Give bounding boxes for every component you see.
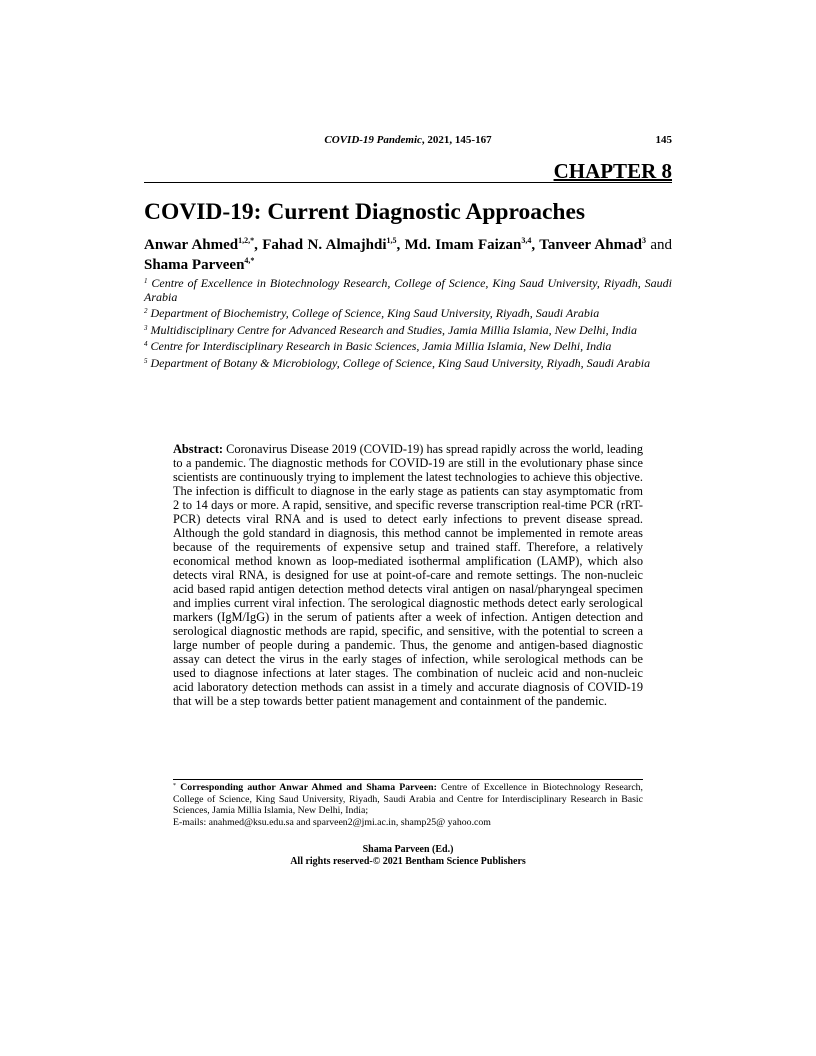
author-list <box>144 235 672 275</box>
journal-title: COVID-19 Pandemic <box>324 134 422 146</box>
affiliation-item <box>144 307 672 321</box>
affiliation-text: Centre for Interdisciplinary Research in Basic Sciences, Jamia Millia Islamia, New Delhi, India <box>150 339 612 353</box>
author-separator: and <box>645 237 672 253</box>
abstract-label: Abstract: <box>173 442 224 456</box>
footnote-marker: * <box>173 783 176 789</box>
page-number: 145 <box>655 134 672 146</box>
citation-details: , 2021, 145-167 <box>421 134 492 146</box>
affiliation-text: Multidisciplinary Centre for Advanced Research and Studies, Jamia Millia Islamia, New Delhi, India <box>150 322 637 337</box>
running-head <box>144 132 672 148</box>
affiliation-item <box>144 357 672 371</box>
author-separator: , <box>396 237 405 253</box>
editor-line: Shama Parveen (Ed.) <box>362 844 454 855</box>
affiliation-text: Department of Botany & Microbiology, College of Science, King Saud University, Riyadh, Saudi Arabia <box>150 355 651 370</box>
author-name: Md. Imam Faizan <box>404 237 522 253</box>
abstract-text: Coronavirus Disease 2019 (COVID-19) has spread rapidly across the world, leading to a pandemic. The diagnostic methods for COVID-19 are still in the evolutionary phase since scientists are continuously trying to implement the latest technologies to achieve this objective. The infection is difficult to diagnose in the early stage as patients can stay asymptomatic from 2 to 14 days or more. A rapid, sensitive, and specific reverse transcription real-time PCR (rRT-PCR) detects viral RNA and is used to detect early infections to prevent disease spread. Although the gold standard in diagnosis, this method cannot be implemented in remote areas because of the requirements of expensive setup and trained staff. Therefore, a relatively economical method known as loop-mediated isothermal amplification (LAMP), which also detects viral RNA, is designed for use at point-of-care and remote settings. The non-nucleic acid based rapid antigen detection method detects viral antigen on nasal/pharyngeal specimen and implies current viral infection. The serological diagnostic methods detect early serological markers (IgM/IgG) in the serum of patients after a week of infection. Antigen detection and serological diagnostic methods are rapid, specific, and sensitive, with the potential to screen a large number of people during a pandemic. Thus, the genome and antigen-based diagnostic assay can detect the virus in the early stages of infection, while serological methods can be used to diagnose infections at later stages. The combination of nucleic acid and non-nucleic acid laboratory detection methods can assist in a timely and accurate diagnosis of COVID-19 that will be a step towards better patient management and containment of the pandemic. <box>173 442 643 708</box>
footnote-emails: E-mails: anahmed@ksu.edu.sa and sparveen2@jmi.ac.in, shamp25@ yahoo.com <box>173 816 491 828</box>
author-separator: , <box>531 237 540 253</box>
header-rule <box>144 182 672 183</box>
affiliation-text: Centre of Excellence in Biotechnology Research, College of Science, King Saud University, Riyadh, Saudi Arabia <box>144 276 672 304</box>
chapter-title: COVID-19: Current Diagnostic Approaches <box>144 199 586 225</box>
footnote-rule <box>173 779 643 780</box>
affiliation-list <box>144 277 672 373</box>
corresponding-author-footnote <box>173 782 643 828</box>
author-affiliation-marker: 1,2,* <box>238 236 255 245</box>
author-affiliation-marker: 3,4 <box>521 236 532 245</box>
author-name: Tanveer Ahmad <box>539 237 642 253</box>
rights-line: All rights reserved-© 2021 Bentham Science Publishers <box>290 856 526 867</box>
affiliation-item <box>144 340 672 354</box>
affiliation-text: Department of Biochemistry, College of Science, King Saud University, Riyadh, Saudi Arabia <box>150 306 600 320</box>
author-name: Fahad N. Almajhdi <box>262 237 387 253</box>
author-separator: , <box>254 237 263 253</box>
author-affiliation-marker: 3 <box>641 236 646 245</box>
publisher-block <box>144 844 672 868</box>
affiliation-number: 4 <box>144 340 148 348</box>
affiliation-number: 3 <box>144 323 148 332</box>
affiliation-number: 5 <box>144 356 148 365</box>
chapter-label: CHAPTER 8 <box>553 159 672 183</box>
abstract <box>173 442 643 708</box>
footnote-label: Corresponding author Anwar Ahmed and Shama Parveen: <box>180 782 437 793</box>
affiliation-item <box>144 324 672 338</box>
affiliation-number: 1 <box>144 277 148 285</box>
author-affiliation-marker: 1,5 <box>386 236 397 245</box>
affiliation-number: 2 <box>144 307 148 315</box>
author-name: Shama Parveen <box>144 257 245 273</box>
affiliation-item <box>144 277 672 304</box>
footnote-text: Centre of Excellence in Biotechnology Research, College of Science, King Saud University, Riyadh, Saudi Arabia and Centre for Interdisciplinary Research in Basic Sciences, Jamia Millia Islamia, New Delhi, India; <box>173 782 644 816</box>
journal-citation <box>144 132 672 148</box>
author-name: Anwar Ahmed <box>144 237 239 253</box>
author-affiliation-marker: 4,* <box>244 256 255 265</box>
